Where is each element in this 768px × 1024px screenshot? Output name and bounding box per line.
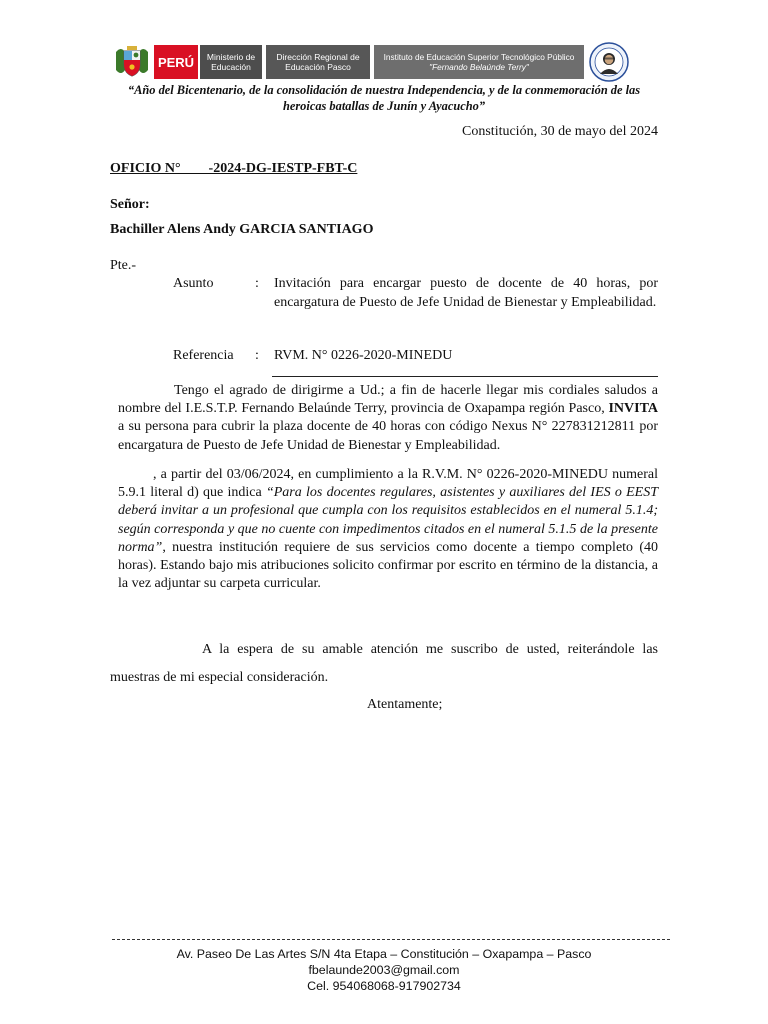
footer-address: Av. Paseo De Las Artes S/N 4ta Etapa – Constitución – Oxapampa – Pasco [176, 947, 592, 961]
footer-email: fbelaunde2003@gmail.com [308, 963, 460, 978]
recipient-name: Bachiller Alens Andy GARCIA SANTIAGO [110, 222, 374, 237]
p1-bold-invita: INVITA [608, 401, 658, 417]
body-paragraph-1 [118, 382, 658, 455]
p2-text-a: , a partir del 03/06/2024, en cumplimiento a la R.V.M. N° 0226-2020-MINEDU numeral 5.9.1 literal d) que indica [118, 467, 658, 501]
regional-block: Dirección Regional de Educación Pasco [266, 45, 370, 79]
reference-underline [272, 376, 658, 377]
letterhead [112, 43, 658, 81]
p1-text-a: Tengo el agrado de dirigirme a Ud.; a fin de hacerle llegar mis cordiales saludos a nombre del I.E.S.T.P. Fernando Belaúnde Terry, provincia de Oxapampa región Pasco, [118, 383, 658, 417]
peru-badge: PERÚ [154, 45, 198, 79]
subject-value: Invitación para encargar puesto de docente de 40 horas, por encargatura de Puesto de Jefe Unidad de Bienestar y Empleabilidad. [274, 276, 658, 310]
institute-name: Instituto de Educación Superior Tecnológico Público [383, 52, 575, 62]
p2-quote: “Para los docentes regulares, asistentes y auxiliares del IES o EEST deberá invitar a un profesional que cumpla con los requisitos establecidos en el numeral 5.1.4; según corresponda y que no cuente con impedimentos citados en el numeral 5.1.5 de la presente norma” [118, 485, 658, 555]
pte-label: Pte.- [110, 258, 137, 273]
reference-label: Referencia [173, 348, 234, 363]
p2-text-b: , nuestra institución requiere de sus servicios como docente a tiempo completo (40 horas). Estando bajo mis atribuciones solicito confirmar por escrito en término de la distancia, a la vez adjuntar su carpeta curricular. [118, 539, 658, 592]
body-paragraph-2 [118, 466, 658, 593]
footer [0, 946, 768, 995]
institute-subname: "Fernando Belaúnde Terry" [429, 62, 529, 72]
oficio-number: OFICIO N° -2024-DG-IESTP-FBT-C [110, 161, 358, 176]
closing-paragraph: A la espera de su amable atención me suscribo de usted, reiterándole las muestras de mi especial consideración. [110, 642, 658, 685]
footer-phone: Cel. 954068068-917902734 [307, 979, 461, 994]
reference-field [173, 347, 658, 366]
reference-value: RVM. N° 0226-2020-MINEDU [274, 348, 453, 363]
date-line: Constitución, 30 de mayo del 2024 [462, 124, 658, 139]
subject-label: Asunto [173, 276, 214, 291]
subject-field [173, 275, 658, 312]
salutation: Señor: [110, 197, 150, 212]
national-shield-icon [112, 43, 152, 81]
subject-colon: : [255, 276, 259, 291]
footer-divider [112, 939, 670, 940]
ministry-block: Ministerio de Educación [198, 45, 262, 79]
p1-text-b: a su persona para cubrir la plaza docente de 40 horas con código Nexus N° 227831212811 por encargatura de Puesto de Jefe Unidad de Bienestar y Empleabilidad. [118, 419, 658, 453]
signoff: Atentamente; [367, 697, 443, 712]
reference-colon: : [255, 348, 259, 363]
year-motto: “Año del Bicentenario, de la consolidación de nuestra Independencia, y de la conmemoración de las heroicas batallas de Junín y Ayacucho” [127, 83, 641, 113]
institute-seal-icon [588, 42, 630, 82]
institute-block [374, 45, 584, 79]
